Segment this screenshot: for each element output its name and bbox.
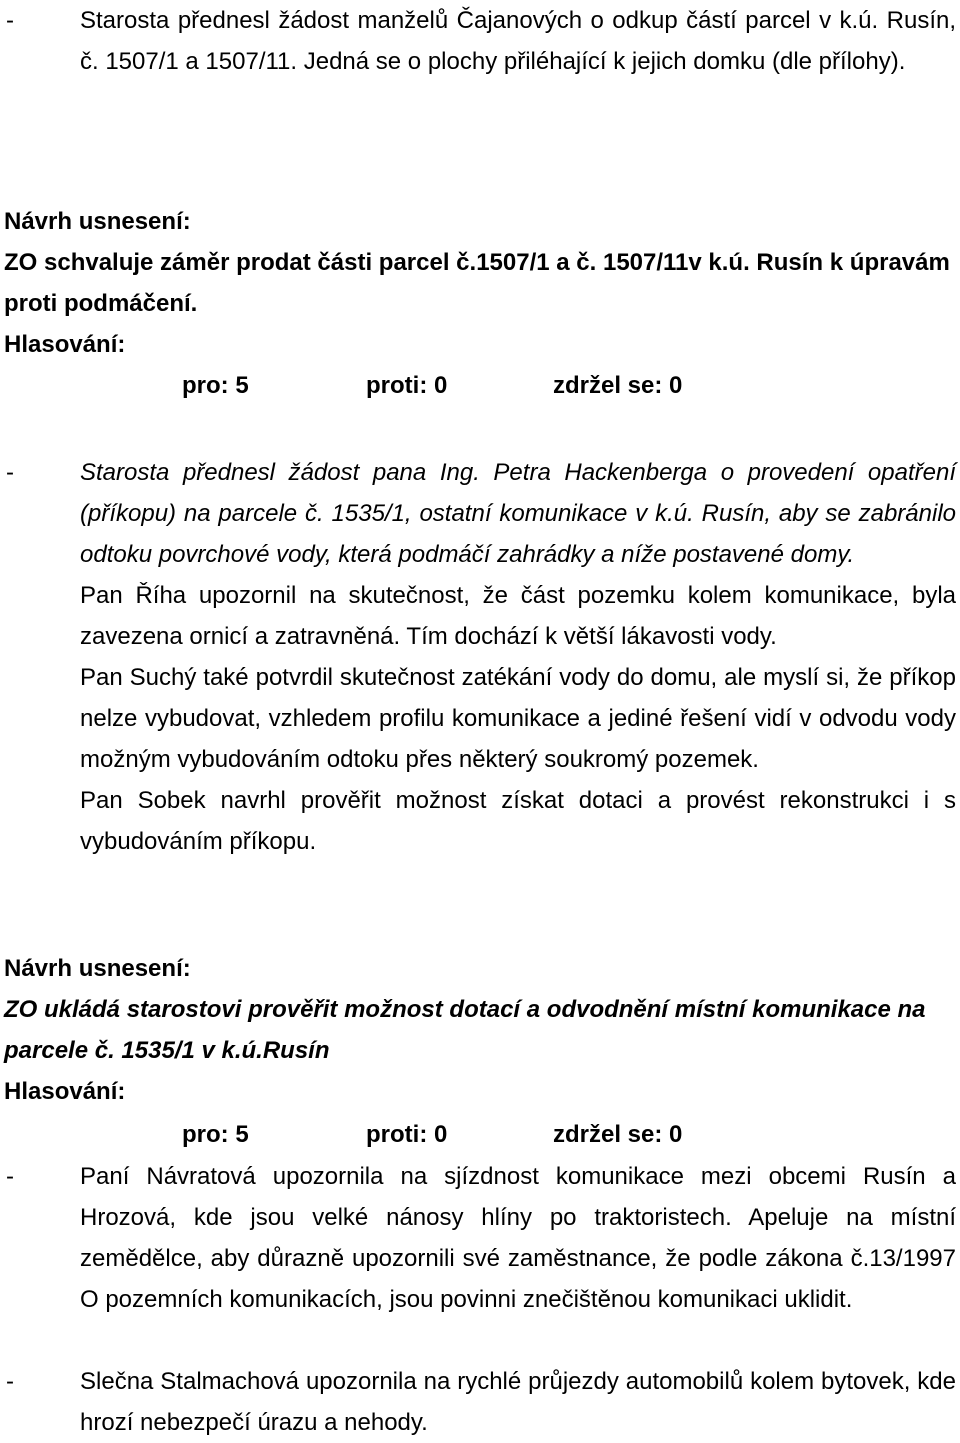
list-item	[0, 1361, 960, 1443]
vote-abstain: zdržel se: 0	[553, 1121, 683, 1148]
list-dash: -	[6, 1163, 14, 1190]
vote-against: proti: 0	[366, 1121, 448, 1148]
item-text: Paní Návratová upozornila na sjízdnost komunikace mezi obcemi Rusín a Hrozová, kde jsou velké nánosy hlíny po traktoristech. Apeluje na místní zemědělce, aby důrazně upozornili své zaměstnance, že podle zákona č.13/1997 O pozemních komunikacích, jsou povinni znečištěnou komunikaci uklidit.	[80, 1163, 956, 1313]
vote-abstain: zdržel se: 0	[553, 372, 683, 399]
list-dash: -	[6, 459, 14, 486]
list-item	[0, 0, 960, 82]
list-item	[0, 452, 960, 862]
agenda-item-traffic-safety	[0, 1361, 960, 1443]
list-dash: -	[6, 1368, 14, 1395]
item-paragraph-3: Pan Suchý také potvrdil skutečnost zatékání vody do domu, ale myslí si, že příkop nelze vybudovat, vzhledem profilu komunikace a jediné řešení vidí v odvodu vody možným vybudováním odtoku přes některý soukromý pozemek.	[80, 664, 956, 773]
voting-results	[0, 365, 960, 406]
item-paragraph-1: Starosta přednesl žádost pana Ing. Petra Hackenberga o provedení opatření (příkopu) na parcele č. 1535/1, ostatní komunikace v k.ú. Rusín, aby se zabránilo odtoku povrchové vody, která podmáčí zahrádky a níže postavené domy.	[80, 459, 956, 568]
list-dash: -	[6, 7, 14, 34]
resolution-label: Návrh usnesení:	[4, 955, 191, 982]
voting-label: Hlasování:	[4, 331, 126, 358]
agenda-item-road-condition	[0, 1156, 960, 1320]
vote-for: pro: 5	[182, 1121, 249, 1148]
agenda-item-drainage-request	[0, 452, 960, 862]
item-paragraph-4: Pan Sobek navrhl prověřit možnost získat dotaci a provést rekonstrukci i s vybudováním příkopu.	[80, 787, 956, 855]
item-text: Starosta přednesl žádost manželů Čajanových o odkup částí parcel v k.ú. Rusín, č. 1507/1 a 1507/11. Jedná se o plochy přiléhající k jejich domku (dle přílohy).	[80, 7, 956, 75]
vote-against: proti: 0	[366, 372, 448, 399]
list-item	[0, 1156, 960, 1320]
vote-for: pro: 5	[182, 372, 249, 399]
agenda-item-purchase-request	[0, 0, 960, 82]
voting-results	[0, 1114, 960, 1155]
item-text: Slečna Stalmachová upozornila na rychlé průjezdy automobilů kolem bytovek, kde hrozí nebezpečí úrazu a nehody.	[80, 1368, 956, 1436]
resolution-text: ZO schvaluje záměr prodat části parcel č.1507/1 a č. 1507/11v k.ú. Rusín k úpravám proti podmáčení.	[4, 249, 950, 317]
resolution-text: ZO ukládá starostovi prověřit možnost dotací a odvodnění místní komunikace na parcele č. 1535/1 v k.ú.Rusín	[4, 996, 926, 1064]
voting-label: Hlasování:	[4, 1078, 126, 1105]
item-paragraph-2: Pan Říha upozornil na skutečnost, že část pozemku kolem komunikace, byla zavezena ornicí a zatravněná. Tím dochází k větší lákavosti vody.	[80, 582, 956, 650]
resolution-label: Návrh usnesení:	[4, 208, 191, 235]
resolution-section-1	[0, 201, 960, 406]
resolution-section-2	[0, 948, 960, 1155]
